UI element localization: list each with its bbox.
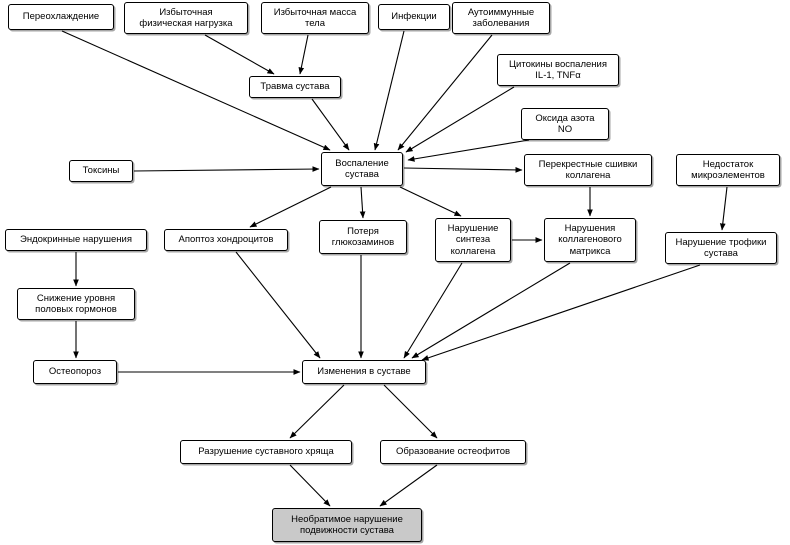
- diagram-node-label: Нарушение трофики сустава: [675, 236, 767, 259]
- diagram-node-n3[interactable]: [261, 2, 369, 34]
- diagram-edge: [236, 252, 320, 358]
- diagram-edge: [361, 187, 363, 218]
- diagram-node-n18[interactable]: [5, 229, 147, 251]
- diagram-node-label: Избыточная масса тела: [273, 6, 357, 29]
- diagram-node-n13[interactable]: [319, 220, 407, 254]
- diagram-node-label: Остеопороз: [48, 366, 102, 378]
- diagram-node-n4[interactable]: [378, 4, 450, 30]
- diagram-edge: [408, 140, 529, 160]
- diagram-node-label: Потеря глюкозаминов: [331, 225, 395, 248]
- diagram-node-n23[interactable]: [380, 440, 526, 464]
- diagram-node-label: Токсины: [82, 165, 120, 177]
- diagram-node-label: Оксида азота NO: [535, 112, 595, 135]
- diagram-node-n11[interactable]: [524, 154, 652, 186]
- diagram-node-n1[interactable]: [8, 4, 114, 30]
- diagram-node-label: Избыточная физическая нагрузка: [139, 6, 233, 29]
- diagram-edge: [422, 265, 700, 360]
- diagram-node-label: Инфекции: [391, 11, 437, 23]
- diagram-node-label: Травма сустава: [260, 81, 330, 93]
- diagram-node-n12[interactable]: [676, 154, 780, 186]
- diagram-edge: [384, 385, 437, 438]
- diagram-node-n21[interactable]: [302, 360, 426, 384]
- diagram-node-n14[interactable]: [164, 229, 288, 251]
- diagram-node-n24[interactable]: [272, 508, 422, 542]
- diagram-node-n20[interactable]: [33, 360, 117, 384]
- diagram-edge: [134, 169, 319, 171]
- diagram-node-label: Эндокринные нарушения: [20, 234, 132, 246]
- diagram-node-label: Воспаление сустава: [335, 157, 389, 180]
- diagram-edge: [400, 187, 461, 216]
- diagram-edge: [412, 263, 570, 358]
- diagram-node-label: Изменения в суставе: [317, 366, 411, 378]
- diagram-node-n8[interactable]: [521, 108, 609, 140]
- diagram-node-label: Переохлаждение: [22, 11, 100, 23]
- diagram-node-label: Снижение уровня половых гормонов: [35, 292, 117, 315]
- diagram-node-label: Апоптоз хондроцитов: [178, 234, 274, 246]
- diagram-edge: [205, 35, 274, 74]
- diagram-node-label: Нарушения коллагенового матрикса: [558, 222, 622, 257]
- diagram-node-n10[interactable]: [69, 160, 133, 182]
- diagram-node-label: Образование остеофитов: [395, 446, 511, 458]
- diagram-node-n15[interactable]: [435, 218, 511, 262]
- diagram-edge: [290, 465, 330, 506]
- diagram-node-n2[interactable]: [124, 2, 248, 34]
- diagram-edge: [406, 87, 514, 152]
- diagram-edge: [375, 31, 404, 150]
- diagram-node-label: Недостаток микроэлементов: [691, 158, 765, 181]
- diagram-node-n6[interactable]: [497, 54, 619, 86]
- diagram-edge: [290, 385, 344, 438]
- diagram-edge: [722, 187, 727, 230]
- diagram-node-n9[interactable]: [321, 152, 403, 186]
- diagram-node-n16[interactable]: [544, 218, 636, 262]
- diagram-edge: [398, 35, 492, 150]
- diagram-node-n5[interactable]: [452, 2, 550, 34]
- diagram-edge: [380, 465, 437, 506]
- diagram-node-n7[interactable]: [249, 76, 341, 98]
- diagram-edge: [312, 99, 349, 150]
- diagram-edge: [300, 35, 308, 74]
- diagram-node-label: Необратимое нарушение подвижности сустава: [291, 513, 403, 536]
- diagram-node-n22[interactable]: [180, 440, 352, 464]
- diagram-node-n17[interactable]: [665, 232, 777, 264]
- diagram-node-label: Цитокины воспаления IL-1, TNFα: [509, 58, 607, 81]
- diagram-edge: [404, 263, 462, 358]
- diagram-node-n19[interactable]: [17, 288, 135, 320]
- diagram-node-label: Перекрестные сшивки коллагена: [538, 158, 638, 181]
- diagram-node-label: Аутоиммунные заболевания: [467, 6, 535, 29]
- diagram-node-label: Нарушение синтеза коллагена: [447, 222, 499, 257]
- diagram-edge: [404, 168, 522, 170]
- diagram-node-label: Разрушение суставного хряща: [198, 446, 334, 458]
